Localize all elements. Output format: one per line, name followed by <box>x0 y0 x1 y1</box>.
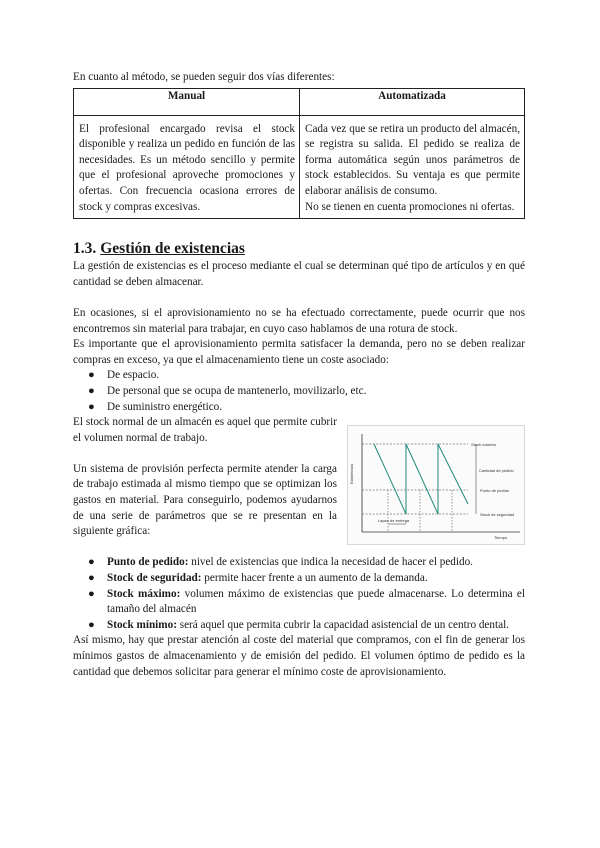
paragraph-coste: Así mismo, hay que prestar atención al coste del material que compramos, con el fin de generar los mínimos gastos de almacenamiento y de emisión del pedido. El volumen óptimo de pedido es la cantidad que debemos solicitar para generar el mínimo coste de aprovisionamiento. <box>73 634 525 678</box>
stock-chart <box>348 426 524 544</box>
table-row <box>74 115 525 219</box>
list-item: ● Stock máximo: volumen máximo de existencias que puede almacenarse. Lo determina el tamaño del almacén <box>88 587 525 616</box>
y-axis-label: Existencias <box>349 463 354 485</box>
paragraph-demanda: Es importante que el aprovisionamiento permita satisfacer la demanda, pero no se deben realizar compras en exceso, ya que el almacenamiento tiene un coste asociado: <box>73 338 525 366</box>
cell-manual: El profesional encargado revisa el stock disponible y realiza un pedido en función de las necesidades. Es un método sencillo y permite que el profesional aproveche promociones y ofertas. Con frecuencia ocasiona errores de stock y compras excesivas. <box>74 115 300 219</box>
paragraph-definition: La gestión de existencias es el proceso mediante el cual se determinan qué tipo de artículos y en qué cantidad se deben almacenar. <box>73 260 525 288</box>
table-header-row <box>74 88 525 115</box>
intro-text: En cuanto al método, se pueden seguir dos vías diferentes: <box>73 71 335 83</box>
label-time: Tiempo <box>494 535 508 541</box>
paragraph-stock-normal: El stock normal de un almacén es aquel que permite cubrir el volumen normal de trabajo. <box>73 416 337 444</box>
paragraph-provision: Un sistema de provisión perfecta permite atender la carga de trabajo estimada al mismo tiempo que se optimizan los gastos en material. Para conseguirlo, podemos ayudarnos de una serie de parámetros que se re presentan en la siguiente gráfica: <box>73 462 337 538</box>
label-order-quantity: Cantidad de pedido <box>479 468 514 474</box>
list-item: ● Punto de pedido: nivel de existencias que indica la necesidad de hacer el pedido. <box>88 556 473 569</box>
label-reorder-point: Punto de pedido <box>480 488 510 494</box>
label-max-stock: Stock máximo <box>471 442 497 448</box>
header-automatizada: Automatizada <box>300 88 525 115</box>
cell-automatizada-p2: No se tienen en cuenta promociones ni ofertas. <box>305 200 515 213</box>
document-page <box>73 70 525 680</box>
list-item: ● Stock de seguridad: permite hacer frente a un aumento de la demanda. <box>88 572 428 585</box>
header-manual: Manual <box>74 88 300 115</box>
label-safety-stock: Stock de seguridad <box>480 512 515 518</box>
label-lead-time: Lapso de entrega <box>378 518 410 524</box>
method-comparison-table <box>73 88 525 220</box>
list-item: ● De personal que se ocupa de mantenerlo, movilizarlo, etc. <box>88 384 367 397</box>
stock-chart-figure <box>347 425 525 545</box>
list-item: ● De espacio. <box>88 369 160 382</box>
section-number: 1.3. <box>73 240 97 258</box>
section-title: Gestión de existencias <box>100 240 245 258</box>
section-heading <box>73 240 525 258</box>
paragraph-rotura: En ocasiones, si el aprovisionamiento no se ha efectuado correctamente, puede ocurrir que nos encontremos sin material para trabajar, en cuyo caso hablamos de una rotura de stock. <box>73 306 525 335</box>
cell-automatizada <box>300 115 525 219</box>
cell-automatizada-p1: Cada vez que se retira un producto del almacén, se registra su salida. El pedido se realiza de forma automática según unos parámetros de stock establecidos. Su ventaja es que permite elaborar análisis de consumo. <box>305 122 520 197</box>
list-item: ● De suministro energético. <box>88 400 223 413</box>
parameter-list <box>73 555 525 633</box>
cost-list <box>73 368 525 415</box>
list-item: ● Stock mínimo: será aquel que permita cubrir la capacidad asistencial de un centro dental. <box>88 618 509 631</box>
